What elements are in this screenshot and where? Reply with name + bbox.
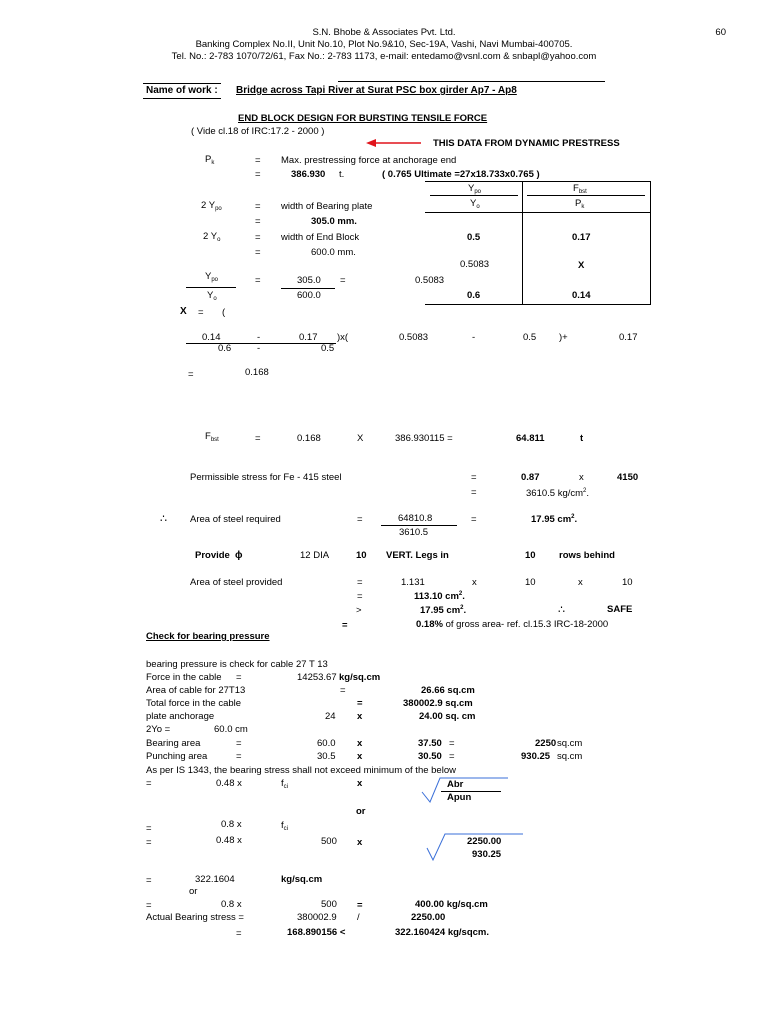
force-eq: = [236, 672, 242, 683]
steel-prov-eq: = [357, 577, 363, 588]
fbst-symbol: $F_{bst}$ [205, 431, 219, 443]
bearing-intro: bearing pressure is check for cable 27 T 13 [146, 659, 328, 670]
ypo-value: 305.0 mm. [311, 216, 357, 227]
work-label-box-bottom [143, 98, 221, 99]
interp-result-eq: = [188, 369, 194, 380]
punching-area-label: Punching area [146, 751, 208, 762]
f3-num: 2250.00 [467, 836, 502, 847]
steel-prov-a: 1.131 [401, 577, 425, 588]
plate-x: x [357, 711, 363, 722]
ratio-den-symbol: $Y_o$ [207, 290, 217, 302]
f3-x: x [357, 837, 363, 848]
work-value: Bridge across Tapi River at Surat PSC box girder Ap7 - Ap8 [236, 85, 517, 96]
total-eq: = [357, 698, 363, 709]
fbst-pk: 386.930115 = [395, 433, 453, 444]
ratio-den: 600.0 [297, 290, 321, 301]
table-r3c2: 0.14 [572, 290, 591, 301]
perm-eq-2: = [471, 487, 477, 498]
force-unit: kg/sq.cm [339, 672, 381, 683]
table-header-ypo: $Y_{po}$ [468, 183, 482, 195]
interp-b: 0.17 [299, 332, 318, 343]
pk-value: 386.930 [291, 169, 326, 180]
interp-open: ( [222, 307, 226, 318]
plate-b: 24.00 sq. cm [419, 711, 476, 722]
steel-prov-label: Area of steel provided [190, 577, 283, 588]
f4-a: 0.8 x [221, 899, 242, 910]
steel-prov-result: 113.10 $cm^2$. [414, 591, 465, 602]
table-header-frac-2 [527, 195, 645, 196]
ratio-num: 305.0 [297, 275, 321, 286]
pk-eq-2: = [255, 169, 261, 180]
table-divider-2 [650, 181, 651, 305]
page-number: 60 [715, 27, 726, 38]
therefore-icon-2: ∴ [558, 604, 565, 616]
interp-minus-3: - [257, 343, 261, 354]
interp-frac-line [186, 343, 336, 344]
ypo-symbol: 2 $Y_{po}$ [201, 200, 222, 212]
interp-d: 0.5 [523, 332, 537, 343]
yo-eq: = [255, 232, 261, 243]
ratio-result: 0.5083 [415, 275, 445, 286]
punching-area-eq: = [236, 751, 242, 762]
ypo-eq-2: = [255, 216, 261, 227]
doc-title: END BLOCK DESIGN FOR BURSTING TENSILE FORCE [238, 113, 488, 124]
interp-minus-2: - [472, 332, 476, 343]
work-top-rule [338, 81, 605, 82]
punching-area-unit: sq.cm [557, 751, 583, 762]
perm-label: Permissible stress for Fe - 415 steel [190, 472, 342, 483]
force-value: 14253.67 [297, 672, 337, 683]
actual-b: 2250.00 [411, 912, 446, 923]
f1-x: x [357, 778, 363, 789]
pk-eq: = [255, 155, 261, 166]
plate-a: 24 [325, 711, 336, 722]
interp-result: 0.168 [245, 367, 269, 378]
area-eq: = [340, 685, 346, 696]
pk-note: ( 0.765 Ultimate =27x18.733x0.765 ) [382, 169, 540, 180]
punching-area-x: x [357, 751, 363, 762]
steel-req-frac-line [381, 525, 457, 526]
f4-eq-2: = [357, 900, 363, 911]
f4-result: 400.00 kg/sq.cm [415, 899, 488, 910]
f4-b: 500 [321, 899, 337, 910]
yo-description: width of End Block [281, 232, 360, 243]
dynamic-prestress-note: THIS DATA FROM DYNAMIC PRESTRESS [433, 138, 620, 149]
red-arrow-icon [366, 138, 422, 151]
yo-symbol: 2 $Y_o$ [203, 231, 221, 243]
yo2-value: 60.0 cm [214, 724, 248, 735]
total-value: 380002.9 sq.cm [403, 698, 473, 709]
table-header-pk: $P_k$ [575, 198, 585, 210]
table-r1c1: 0.5 [467, 232, 481, 243]
table-divider-1 [522, 181, 523, 305]
provide-legs-label: VERT. Legs in [386, 550, 449, 561]
punching-area-a: 30.5 [317, 751, 336, 762]
punching-area-result: 930.25 [521, 751, 551, 762]
work-label-box-top [143, 83, 221, 84]
f3-den: 930.25 [472, 849, 502, 860]
therefore-icon: ∴ [160, 513, 167, 525]
interp-c: 0.5083 [399, 332, 429, 343]
bearing-area-eq-2: = [449, 738, 455, 749]
f2-fci: $f_{ci}$ [281, 820, 288, 832]
ratio-frac-line-2 [281, 288, 335, 289]
steel-prov-eq-3: = [342, 620, 348, 631]
f2-eq: = [146, 823, 152, 834]
bearing-area-b: 37.50 [418, 738, 442, 749]
area-value: 26.66 sq.cm [421, 685, 475, 696]
plate-label: plate anchorage [146, 711, 215, 722]
bearing-area-label: Bearing area [146, 738, 201, 749]
ratio-num-symbol: $Y_{po}$ [205, 271, 219, 283]
f4-eq: = [146, 900, 152, 911]
provide-rows: 10 [525, 550, 536, 561]
table-header-rule [425, 212, 650, 213]
force-label: Force in the cable [146, 672, 222, 683]
interp-f: 0.6 [218, 343, 232, 354]
final-a: 168.890156 < [287, 927, 346, 938]
phi-icon: ϕ [235, 550, 243, 561]
r1-value: 322.1604 [195, 874, 235, 885]
steel-prov-c: 10 [622, 577, 633, 588]
f3-a: 0.48 x [216, 835, 242, 846]
yo-value: 600.0 mm. [311, 247, 356, 258]
steel-prov-x1: x [472, 577, 477, 588]
table-header-fbst: $F_{bst}$ [573, 183, 587, 195]
perm-b: 4150 [617, 472, 639, 483]
interp-minus-1: - [257, 332, 261, 343]
pk-description: Max. prestressing force at anchorage end [281, 155, 457, 166]
bearing-area-result: 2250 [535, 738, 557, 749]
steel-req-label: Area of steel required [190, 514, 281, 525]
provide-dia: 12 DIA [300, 550, 330, 561]
fbst-unit: t [580, 433, 584, 444]
f1-a: 0.48 x [216, 778, 242, 789]
perm-x: x [579, 472, 584, 483]
table-r1c2: 0.17 [572, 232, 591, 243]
interp-g: 0.5 [321, 343, 335, 354]
fbst-result: 64.811 [516, 433, 545, 444]
ratio-eq: = [255, 275, 261, 286]
is-note: As per IS 1343, the bearing stress shall not exceed minimum of the below [146, 765, 456, 776]
punching-area-eq-2: = [449, 751, 455, 762]
perm-result: 3610.5 $kg/cm^2$. [526, 488, 590, 499]
provide-legs: 10 [356, 550, 367, 561]
pk-symbol: $P_k$ [205, 154, 215, 166]
doc-subtitle: ( Vide cl.18 of IRC:17.2 - 2000 ) [191, 126, 325, 137]
table-top-rule [425, 181, 650, 182]
steel-prov-x2: x [578, 577, 583, 588]
f2-a: 0.8 x [221, 819, 242, 830]
final-b: 322.160424 kg/sqcm. [395, 927, 490, 938]
table-r2c1: 0.5083 [460, 259, 490, 270]
interp-eq: = [198, 307, 204, 318]
table-r3c1: 0.6 [467, 290, 481, 301]
safe-label: SAFE [607, 604, 633, 615]
punching-area-b: 30.50 [418, 751, 442, 762]
ratio-eq-2: = [340, 275, 346, 286]
steel-req-result: 17.95 $cm^2$. [531, 514, 578, 525]
steel-prov-eq-2: = [357, 591, 363, 602]
bearing-area-eq: = [236, 738, 242, 749]
f1-fci: $f_{ci}$ [281, 778, 288, 790]
bearing-area-unit: sq.cm [557, 738, 583, 749]
or2-label: or [189, 886, 198, 897]
steel-req-den: 3610.5 [399, 527, 429, 538]
interp-close: )x( [337, 332, 349, 343]
work-label: Name of work : [146, 85, 218, 96]
yo2-label: 2Yo = [146, 724, 171, 735]
actual-label: Actual Bearing stress = [146, 912, 244, 923]
interp-plus: )+ [559, 332, 568, 343]
perm-a: 0.87 [521, 472, 540, 483]
or-label: or [356, 806, 366, 817]
ratio-frac-line-1 [186, 287, 236, 288]
f3-b: 500 [321, 836, 337, 847]
actual-div: / [357, 912, 360, 923]
r1-eq: = [146, 875, 152, 886]
steel-req-eq: = [357, 514, 363, 525]
actual-a: 380002.9 [297, 912, 337, 923]
steel-req-num: 64810.8 [398, 513, 433, 524]
provide-rows-label: rows behind [559, 550, 615, 561]
provide-label: Provide [195, 550, 230, 561]
abr-label: Abr [447, 779, 464, 790]
company-contact: Tel. No.: 2-783 1070/72/61, Fax No.: 2-783 1173, e-mail: entedamo@vsnl.com & snbapl@yahoo.com [171, 51, 597, 62]
apun-label: Apun [447, 792, 472, 803]
r1-unit: kg/sq.cm [281, 874, 323, 885]
steel-prov-b: 10 [525, 577, 536, 588]
ypo-eq: = [255, 201, 261, 212]
yo-eq-2: = [255, 247, 261, 258]
pk-unit: t. [339, 169, 345, 180]
f1-eq: = [146, 778, 152, 789]
interp-a: 0.14 [202, 332, 221, 343]
perm-eq: = [471, 472, 477, 483]
total-label: Total force in the cable [146, 698, 242, 709]
steel-req-eq-2: = [471, 514, 477, 525]
steel-prov-gt: > [356, 605, 362, 616]
company-address: Banking Complex No.II, Unit No.10, Plot No.9&10, Sec-19A, Vashi, Navi Mumbai-400705. [195, 39, 573, 50]
table-bottom-rule [425, 304, 650, 305]
bearing-heading: Check for bearing pressure [146, 631, 270, 642]
fbst-x: X [357, 433, 364, 444]
table-r2c2: X [578, 260, 585, 271]
fbst-factor: 0.168 [297, 433, 321, 444]
interp-e: 0.17 [619, 332, 638, 343]
bearing-area-a: 60.0 [317, 738, 336, 749]
interp-x: X [180, 306, 187, 317]
area-label: Area of cable for 27T13 [146, 685, 246, 696]
final-eq: = [236, 928, 242, 939]
table-header-yo: $Y_o$ [470, 198, 480, 210]
steel-prov-compare: 17.95 $cm^2$. [420, 605, 467, 616]
f3-eq: = [146, 837, 152, 848]
ypo-description: width of Bearing plate [281, 201, 373, 212]
fbst-eq: = [255, 433, 261, 444]
bearing-area-x: x [357, 738, 363, 749]
steel-prov-pct: 0.18% of gross area- ref. cl.15.3 IRC-18-2000 [416, 619, 609, 630]
table-header-frac-1 [430, 195, 518, 196]
company-name: S.N. Bhobe & Associates Pvt. Ltd. [312, 27, 456, 38]
